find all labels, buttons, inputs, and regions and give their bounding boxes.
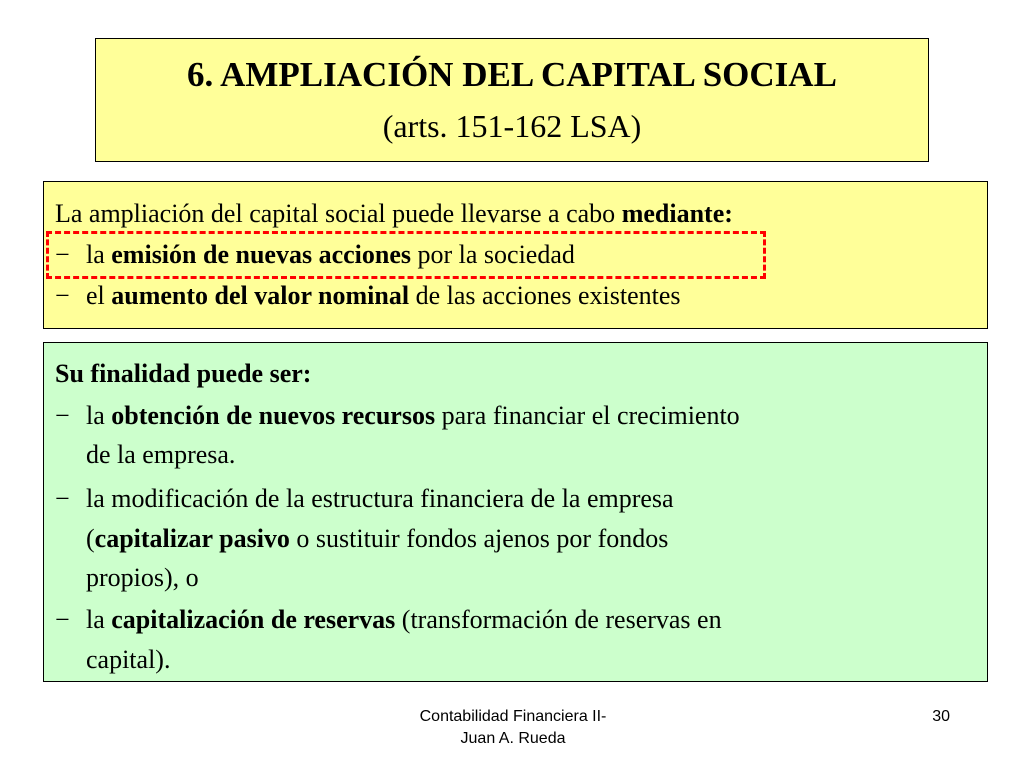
bullet-dash: −: [55, 605, 70, 634]
purpose-item-post: (transformación de reservas en: [395, 605, 722, 634]
purpose-item-bold: obtención de nuevos recursos: [111, 401, 436, 430]
purpose-item-pre: la: [86, 401, 112, 430]
bullet-dash: −: [55, 240, 70, 269]
footer-line: Contabilidad Financiera II-: [419, 708, 607, 725]
purpose-item-post: o sustituir fondos ajenos por fondos: [289, 524, 669, 553]
footer-line: Juan A. Rueda: [460, 730, 566, 747]
purpose-item-pre: (: [86, 524, 95, 553]
method-item-nominal-value: [86, 275, 681, 316]
purpose-item-new-resources-cont: de la empresa.: [86, 440, 236, 469]
methods-intro: [55, 193, 733, 234]
highlight-dashed-frame: [46, 231, 766, 279]
page-number: 30: [932, 708, 950, 725]
purpose-item-structure-cont2: propios), o: [86, 563, 199, 592]
methods-intro-text: La ampliación del capital social puede llevarse a cabo: [55, 199, 622, 228]
purpose-box: [43, 342, 988, 682]
purpose-item-pre: la: [86, 605, 112, 634]
purpose-item-structure-cont: [86, 518, 668, 559]
purpose-item-structure: la modificación de la estructura financiera de la empresa: [86, 484, 674, 513]
purpose-heading-text: Su finalidad puede ser:: [55, 359, 312, 388]
method-item-post: por la sociedad: [411, 240, 575, 269]
purpose-item-reserves-cont: capital).: [86, 645, 171, 674]
method-item-pre: el: [86, 281, 112, 310]
bullet-dash: −: [55, 484, 70, 513]
bullet-dash: −: [55, 281, 70, 310]
purpose-item-reserves: [86, 599, 722, 640]
methods-intro-bold: mediante:: [621, 199, 733, 228]
method-item-pre: la: [86, 240, 112, 269]
footer-credit: [368, 706, 658, 750]
purpose-item-bold: capitalizar pasivo: [94, 524, 290, 553]
bullet-dash: −: [55, 401, 70, 430]
slide-subtitle: (arts. 151-162 LSA): [382, 108, 642, 144]
purpose-item-new-resources: [86, 395, 740, 436]
method-item-post: de las acciones existentes: [409, 281, 681, 310]
slide-title-box: [95, 38, 929, 162]
purpose-heading: [55, 353, 311, 394]
purpose-item-bold: capitalización de reservas: [111, 605, 396, 634]
method-item-bold: aumento del valor nominal: [111, 281, 410, 310]
method-item-bold: emisión de nuevas acciones: [111, 240, 411, 269]
purpose-item-post: para financiar el crecimiento: [435, 401, 740, 430]
slide-title: 6. AMPLIACIÓN DEL CAPITAL SOCIAL: [187, 55, 837, 94]
